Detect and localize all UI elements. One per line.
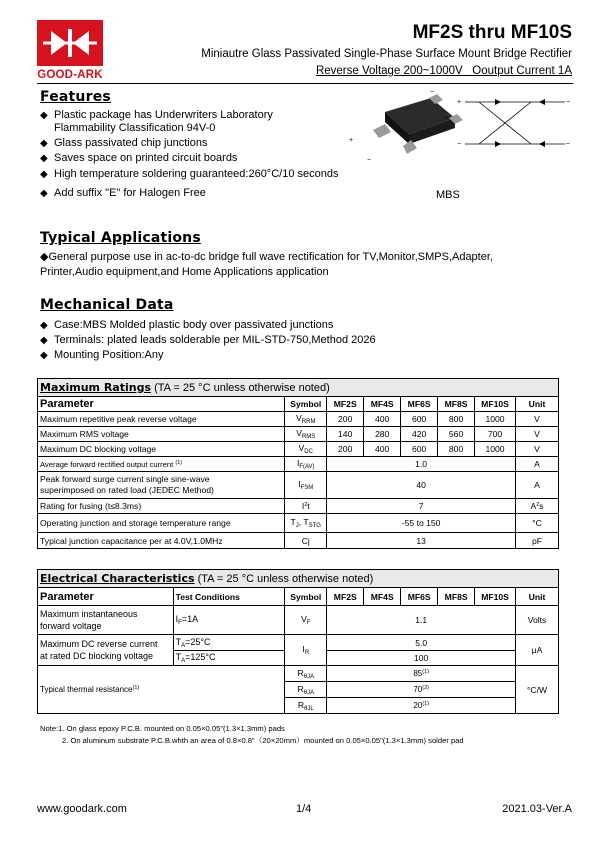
table-row: Typical thermal resistance$^{(1)}$ $R_{\theta JA}$ 85$^{(1)}$ °C/W xyxy=(38,666,559,682)
company-logo xyxy=(37,20,103,82)
mbs-package-illustration xyxy=(373,94,463,154)
features-list xyxy=(40,109,338,200)
bullet-icon: ◆ xyxy=(40,138,48,149)
document-subtitle: Miniautre Glass Passivated Single-Phase Surface Mount Bridge Rectifier xyxy=(201,48,572,60)
table-header-row: Parameter Test Conditions Symbol MF2S MF4S MF6S MF8S MF10S Unit xyxy=(38,588,559,606)
table-row: Typical junction capacitance per at 4.0V,1.0MHz Cj 13 pF xyxy=(38,533,559,549)
footer-page-number: 1/4 xyxy=(296,803,312,815)
table-row: Maximum DC reverse current at rated DC blocking voltage $T_A=25^\circ C$ $I_R$ 5.0 μA xyxy=(38,635,559,651)
logo-symbol xyxy=(37,20,103,66)
bullet-icon: ◆ xyxy=(40,350,48,361)
table-row: $R_{\theta JA}$ 70$^{(2)}$ xyxy=(38,682,559,698)
svg-text:~: ~ xyxy=(430,89,435,96)
footer-website: www.goodark.com xyxy=(37,803,127,815)
svg-text:−: − xyxy=(457,141,462,148)
table-caption: Maximum Ratings (TA = 25 °C unless otherwise noted) xyxy=(38,379,559,397)
mechanical-list xyxy=(40,318,376,363)
svg-text:+: + xyxy=(349,137,354,144)
list-item: ◆ High temperature soldering guaranteed:260°C/10 seconds xyxy=(40,168,339,180)
mechanical-heading: Mechanical Data xyxy=(40,297,174,313)
footer-version: 2021.03-Ver.A xyxy=(502,803,572,815)
table-row: Operating junction and storage temperature range $T_J$, $T_{STG}$ -55 to 150 °C xyxy=(38,514,559,533)
bullet-icon: ◆ xyxy=(40,169,48,180)
package-and-schematic xyxy=(345,88,575,166)
svg-text:~: ~ xyxy=(566,141,571,148)
bridge-schematic xyxy=(465,102,565,144)
bullet-icon: ◆ xyxy=(40,320,48,331)
ratings-summary: Reverse Voltage 200~1000V Ooutput Current 1A xyxy=(315,65,572,77)
table-row: $T_A=125^\circ C$ 100 xyxy=(38,651,559,666)
list-item: ◆ Terminals: plated leads solderable per MIL-STD-750,Method 2026 xyxy=(40,334,376,346)
svg-text:~: ~ xyxy=(444,115,449,122)
table-row: Peak forward surge current single sine-wave superimposed on rated load (JEDEC Method) $I_{FSM}$ 40 A xyxy=(38,472,559,499)
table-row: Maximum DC blocking voltage $V_{DC}$ 200 400 600 800 1000 V xyxy=(38,442,559,457)
table-row: Average forward rectified output current $^{(1)}$ $I_{F(AV)}$ 1.0 A xyxy=(38,457,559,472)
features-heading: Features xyxy=(40,89,111,105)
list-item: ◆ Saves space on printed circuit boards xyxy=(40,152,238,164)
table-row: $R_{\theta JL}$ 20$^{(1)}$ xyxy=(38,698,559,714)
diode-icons xyxy=(495,99,545,147)
svg-text:−: − xyxy=(367,157,372,164)
bullet-icon: ◆ xyxy=(40,110,48,121)
svg-text:+: + xyxy=(457,99,462,106)
header-divider xyxy=(37,83,573,84)
list-item: ◆ Plastic package has Underwriters Laboratory xyxy=(40,109,273,121)
list-item: ◆ Glass passivated chip junctions xyxy=(40,137,208,149)
document-title: MF2S thru MF10S xyxy=(412,22,572,43)
brand-name: GOOD-ARK xyxy=(37,69,103,81)
table-row: Rating for fusing (t≤8.3ms) $I^2t$ 7 $A^2s$ xyxy=(38,499,559,514)
table-row: Maximum repetitive peak reverse voltage $V_{RRM}$ 200 400 600 800 1000 V xyxy=(38,412,559,427)
applications-text: ◆General purpose use in ac-to-dc bridge full wave rectification for TV,Monitor,SMPS,Adapter, Printer,Audio equipment,and Home Applications application xyxy=(40,251,493,278)
list-item: ◆ Add suffix "E" for Halogen Free xyxy=(40,187,206,199)
table-row: Maximum RMS voltage $V_{RMS}$ 140 280 420 560 700 V xyxy=(38,427,559,442)
list-item-continuation: Flammability Classification 94V-0 xyxy=(54,122,216,134)
list-item: ◆ Case:MBS Molded plastic body over passivated junctions xyxy=(40,319,334,331)
bullet-icon: ◆ xyxy=(40,153,48,164)
logo-diode-symbol xyxy=(37,20,103,66)
package-label: MBS xyxy=(436,189,460,201)
bullet-icon: ◆ xyxy=(40,335,48,346)
electrical-characteristics-table xyxy=(37,569,559,714)
bullet-icon: ◆ xyxy=(40,188,48,199)
table-row: Maximum instantaneous forward voltage $I_F=1A$ $V_F$ 1.1 Volts xyxy=(38,606,559,635)
svg-text:~: ~ xyxy=(566,99,571,106)
list-item: ◆ Mounting Position:Any xyxy=(40,349,164,361)
table-caption: Electrical Characteristics (TA = 25 °C unless otherwise noted) xyxy=(38,570,559,588)
table-notes: Note:1. On glass epoxy P.C.B. mounted on 0.05×0.05"(1.3×1.3mm) pads 2. On aluminum substrate P.C.B.whth an area of 0.8×0.8"（20×20mm）mounted on 0.05×0.05"(1.3×1.3mm) solder pad xyxy=(40,724,464,745)
maximum-ratings-table xyxy=(37,378,559,549)
applications-heading: Typical Applications xyxy=(40,230,201,246)
table-header-row: Parameter Symbol MF2S MF4S MF6S MF8S MF10S Unit xyxy=(38,397,559,412)
